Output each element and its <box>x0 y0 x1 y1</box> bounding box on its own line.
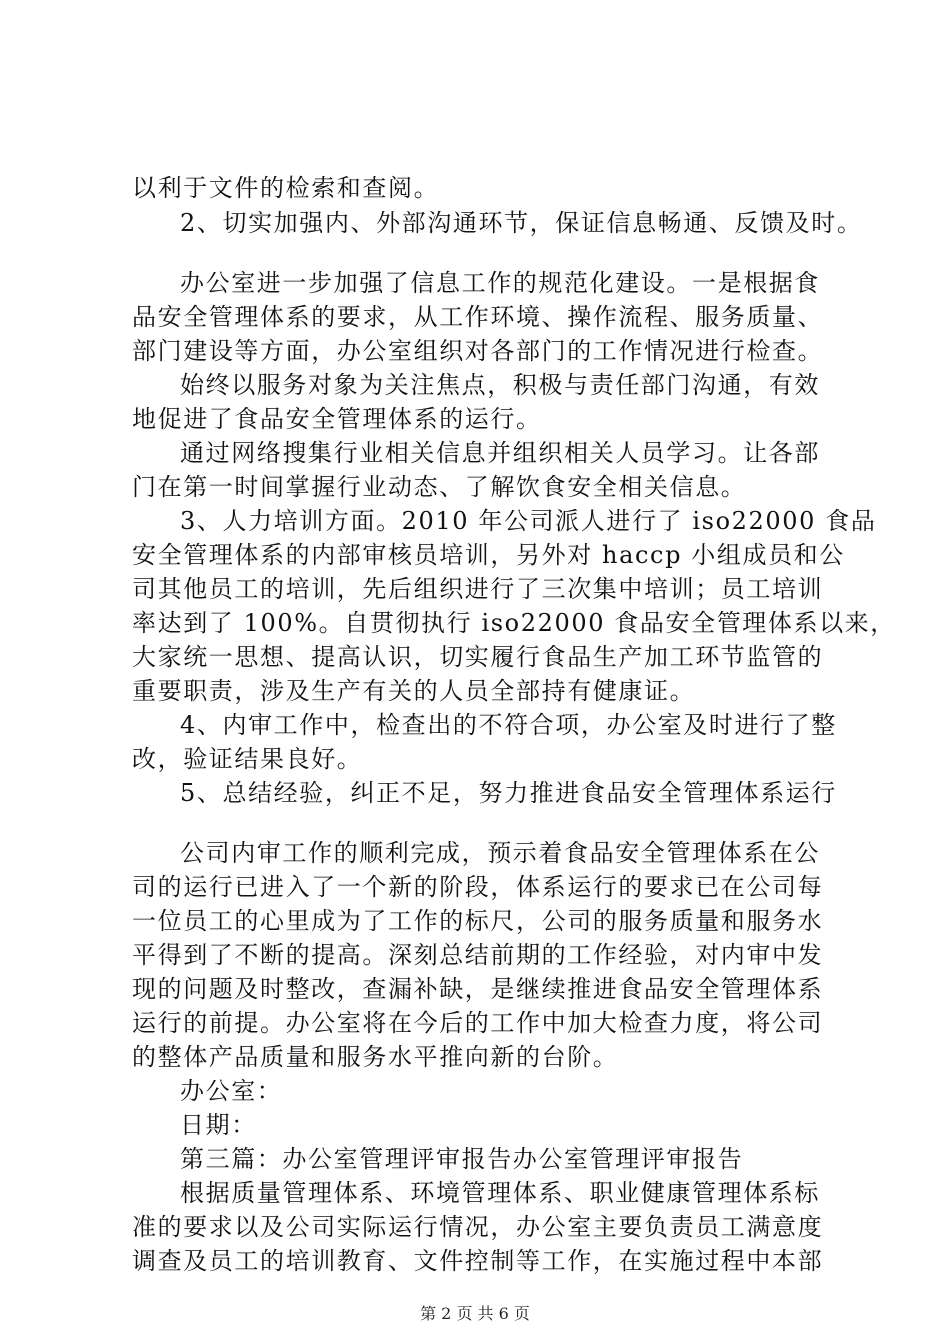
text-line: 的整体产品质量和服务水平推向新的台阶。 <box>132 1043 619 1071</box>
text-line: 司其他员工的培训，先后组织进行了三次集中培训；员工培训 <box>132 575 824 603</box>
text-line: 调查及员工的培训教育、文件控制等工作，在实施过程中本部 <box>132 1247 824 1275</box>
text-line: 5、总结经验，纠正不足，努力推进食品安全管理体系运行 <box>180 779 837 807</box>
page-number-footer: 第 2 页 共 6 页 <box>420 1304 530 1323</box>
signature-label: 办公室： <box>180 1077 283 1105</box>
text-line: 现的问题及时整改，查漏补缺，是继续推进食品安全管理体系 <box>132 975 824 1003</box>
text-line: 大家统一思想、提高认识，切实履行食品生产加工环节监管的 <box>132 643 824 671</box>
text-line: 3、人力培训方面。2010 年公司派人进行了 iso22000 食品 <box>180 507 877 535</box>
text-line: 率达到了 100%。自贯彻执行 iso22000 食品安全管理体系以来， <box>132 609 896 637</box>
text-line: 门在第一时间掌握行业动态、了解饮食安全相关信息。 <box>132 473 747 501</box>
text-line: 改，验证结果良好。 <box>132 745 363 773</box>
text-line: 以利于文件的检索和查阅。 <box>132 174 440 202</box>
text-line: 司的运行已进入了一个新的阶段，体系运行的要求已在公司每 <box>132 873 824 901</box>
section-heading: 第三篇：办公室管理评审报告办公室管理评审报告 <box>180 1145 744 1173</box>
date-label: 日期： <box>180 1111 257 1139</box>
text-line: 平得到了不断的提高。深刻总结前期的工作经验，对内审中发 <box>132 941 824 969</box>
text-line: 一位员工的心里成为了工作的标尺，公司的服务质量和服务水 <box>132 907 824 935</box>
text-line: 品安全管理体系的要求，从工作环境、操作流程、服务质量、 <box>132 303 824 331</box>
text-line: 部门建设等方面，办公室组织对各部门的工作情况进行检查。 <box>132 337 824 365</box>
text-line: 公司内审工作的顺利完成，预示着食品安全管理体系在公 <box>180 839 820 867</box>
text-line: 办公室进一步加强了信息工作的规范化建设。一是根据食 <box>180 269 820 297</box>
text-line: 4、内审工作中，检查出的不符合项，办公室及时进行了整 <box>180 711 837 739</box>
text-line: 地促进了食品安全管理体系的运行。 <box>132 405 542 433</box>
text-line: 2、切实加强内、外部沟通环节，保证信息畅通、反馈及时。 <box>180 209 863 237</box>
text-line: 重要职责，涉及生产有关的人员全部持有健康证。 <box>132 677 696 705</box>
text-line: 根据质量管理体系、环境管理体系、职业健康管理体系标 <box>180 1179 820 1207</box>
text-line: 运行的前提。办公室将在今后的工作中加大检查力度，将公司 <box>132 1009 824 1037</box>
text-line: 准的要求以及公司实际运行情况，办公室主要负责员工满意度 <box>132 1213 824 1241</box>
text-line: 始终以服务对象为关注焦点，积极与责任部门沟通，有效 <box>180 371 820 399</box>
text-line: 安全管理体系的内部审核员培训，另外对 haccp 小组成员和公 <box>132 541 845 569</box>
text-line: 通过网络搜集行业相关信息并组织相关人员学习。让各部 <box>180 439 820 467</box>
